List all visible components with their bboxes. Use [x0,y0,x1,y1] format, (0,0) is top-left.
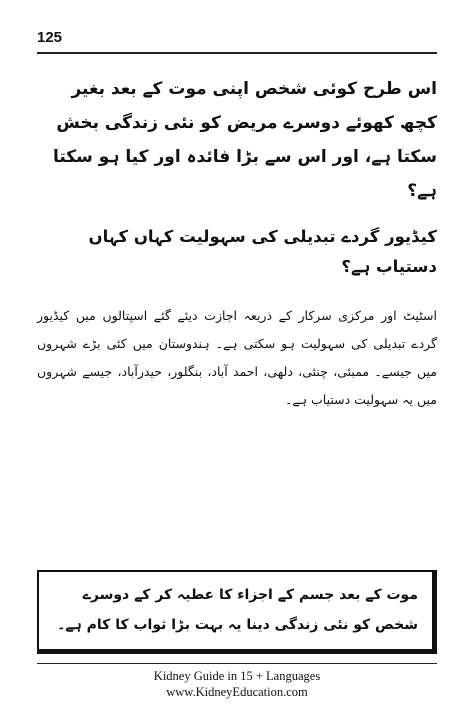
callout-text: موت کے بعد جسم کے اجزاء کا عطیہ کر کے دوسرے شخص کو نئی زندگی دینا یہ بہت بڑا ثواب کا کام ہے۔ [57,587,418,633]
page-number: 125 [37,29,63,46]
section-heading: کیڈیور گردے تبدیلی کی سہولیت کہاں کہاں دستیاب ہے؟ [88,227,437,276]
intro-question: اس طرح کوئی شخص اپنی موت کے بعد بغیر کچھ کھوئے دوسرے مریض کو نئی زندگی بخش سکتا ہے، اور اس سے بڑا فائدہ اور کیا ہو سکتا ہے؟ [52,79,437,201]
footer-title: Kidney Guide in 15 + Languages [153,669,321,683]
body-paragraph: اسٹیٹ اور مرکزی سرکار کے ذریعہ اجازت دیئے گئے اسپتالوں میں کیڈیور گردے تبدیلی کی سہولیت ہو سکتی ہے۔ ہندوستان میں کئی بڑے شہروں میں جیسے۔ ممبئی، چنئی، دلھی، احمد آباد، بنگلور، حیدرآباد، جیسے شہروں میں یہ سہولیت دستیاب ہے۔ [37,308,437,407]
main-content [37,72,437,414]
page-footer [0,668,474,700]
callout-box [37,570,437,654]
footer-divider [37,663,437,664]
footer-website: www.KidneyEducation.com [166,685,308,699]
header-divider [37,52,437,54]
